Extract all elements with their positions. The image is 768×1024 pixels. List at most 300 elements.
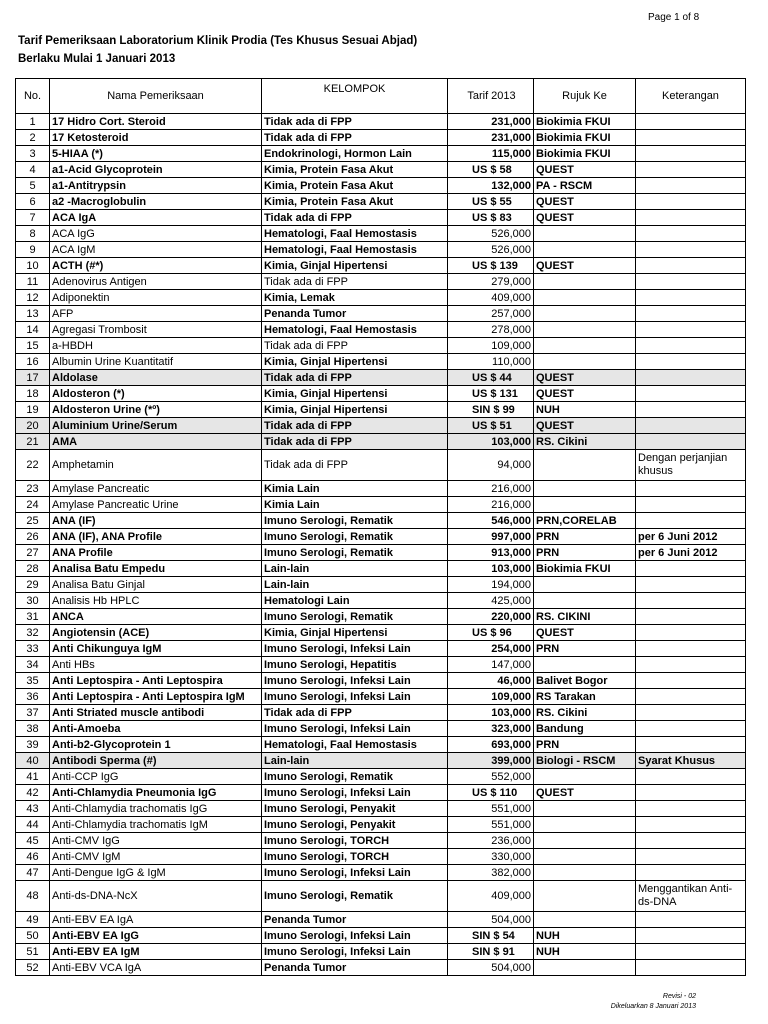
group-name: Penanda Tumor <box>262 912 448 928</box>
group-name: Tidak ada di FPP <box>262 418 448 434</box>
tariff-value: 236,000 <box>448 833 534 849</box>
table-row <box>16 338 746 354</box>
exam-name: ACA IgA <box>50 210 262 226</box>
table-row <box>16 960 746 976</box>
group-name: Imuno Serologi, Rematik <box>262 881 448 912</box>
exam-name: 17 Hidro Cort. Steroid <box>50 114 262 130</box>
exam-name: ANCA <box>50 609 262 625</box>
referral <box>534 960 636 976</box>
group-name: Hematologi, Faal Hemostasis <box>262 322 448 338</box>
row-number: 37 <box>16 705 50 721</box>
row-number: 34 <box>16 657 50 673</box>
row-number: 21 <box>16 434 50 450</box>
table-row <box>16 657 746 673</box>
row-number: 28 <box>16 561 50 577</box>
row-number: 1 <box>16 114 50 130</box>
row-number: 14 <box>16 322 50 338</box>
row-number: 52 <box>16 960 50 976</box>
tariff-value: 231,000 <box>448 130 534 146</box>
remark <box>636 944 746 960</box>
revision-note: Revisi - 02 <box>662 993 696 1000</box>
remark <box>636 577 746 593</box>
exam-name: Anti-EBV EA IgM <box>50 944 262 960</box>
table-row <box>16 386 746 402</box>
tariff-value: 231,000 <box>448 114 534 130</box>
table-row <box>16 625 746 641</box>
row-number: 19 <box>16 402 50 418</box>
exam-name: Amphetamin <box>50 450 262 481</box>
tariff-value: US $ 83 <box>448 210 534 226</box>
referral <box>534 657 636 673</box>
exam-name: Anti-b2-Glycoprotein 1 <box>50 737 262 753</box>
tariff-value: 551,000 <box>448 801 534 817</box>
header-kelompok: KELOMPOK <box>262 79 448 114</box>
table-row <box>16 705 746 721</box>
group-name: Tidak ada di FPP <box>262 705 448 721</box>
tariff-value: US $ 131 <box>448 386 534 402</box>
remark <box>636 130 746 146</box>
group-name: Imuno Serologi, Rematik <box>262 545 448 561</box>
remark <box>636 178 746 194</box>
tariff-value: 216,000 <box>448 481 534 497</box>
tariff-value: 147,000 <box>448 657 534 673</box>
tariff-value: 997,000 <box>448 529 534 545</box>
remark <box>636 322 746 338</box>
row-number: 31 <box>16 609 50 625</box>
table-row <box>16 833 746 849</box>
row-number: 18 <box>16 386 50 402</box>
exam-name: Anti HBs <box>50 657 262 673</box>
referral <box>534 226 636 242</box>
row-number: 7 <box>16 210 50 226</box>
group-name: Tidak ada di FPP <box>262 450 448 481</box>
row-number: 17 <box>16 370 50 386</box>
exam-name: ACA IgM <box>50 242 262 258</box>
remark <box>636 689 746 705</box>
exam-name: Anti Leptospira - Anti Leptospira IgM <box>50 689 262 705</box>
remark <box>636 274 746 290</box>
row-number: 23 <box>16 481 50 497</box>
remark <box>636 801 746 817</box>
remark <box>636 960 746 976</box>
referral: RS. Cikini <box>534 705 636 721</box>
referral: Balivet Bogor <box>534 673 636 689</box>
remark <box>636 593 746 609</box>
group-name: Imuno Serologi, Infeksi Lain <box>262 928 448 944</box>
header-no: No. <box>16 79 50 114</box>
row-number: 11 <box>16 274 50 290</box>
tariff-value: 504,000 <box>448 912 534 928</box>
row-number: 15 <box>16 338 50 354</box>
row-number: 45 <box>16 833 50 849</box>
group-name: Kimia, Protein Fasa Akut <box>262 194 448 210</box>
group-name: Imuno Serologi, Hepatitis <box>262 657 448 673</box>
table-row <box>16 194 746 210</box>
exam-name: Anti-EBV EA IgG <box>50 928 262 944</box>
exam-name: Anti-CMV IgM <box>50 849 262 865</box>
referral: Biokimia FKUI <box>534 561 636 577</box>
group-name: Imuno Serologi, Infeksi Lain <box>262 673 448 689</box>
exam-name: ACA IgG <box>50 226 262 242</box>
remark <box>636 194 746 210</box>
referral <box>534 849 636 865</box>
remark <box>636 210 746 226</box>
table-row <box>16 274 746 290</box>
exam-name: ACTH (#*) <box>50 258 262 274</box>
table-row <box>16 593 746 609</box>
group-name: Tidak ada di FPP <box>262 434 448 450</box>
table-row <box>16 434 746 450</box>
tariff-value: 693,000 <box>448 737 534 753</box>
table-row <box>16 114 746 130</box>
group-name: Imuno Serologi, Infeksi Lain <box>262 641 448 657</box>
exam-name: ANA Profile <box>50 545 262 561</box>
tariff-value: 330,000 <box>448 849 534 865</box>
group-name: Kimia, Ginjal Hipertensi <box>262 386 448 402</box>
row-number: 46 <box>16 849 50 865</box>
row-number: 33 <box>16 641 50 657</box>
exam-name: Antibodi Sperma (#) <box>50 753 262 769</box>
remark <box>636 497 746 513</box>
referral <box>534 322 636 338</box>
group-name: Imuno Serologi, TORCH <box>262 849 448 865</box>
group-name: Kimia, Lemak <box>262 290 448 306</box>
tariff-value: 552,000 <box>448 769 534 785</box>
referral: PRN <box>534 641 636 657</box>
header-rujuk: Rujuk Ke <box>534 79 636 114</box>
group-name: Imuno Serologi, Infeksi Lain <box>262 689 448 705</box>
group-name: Imuno Serologi, Infeksi Lain <box>262 865 448 881</box>
row-number: 10 <box>16 258 50 274</box>
remark <box>636 290 746 306</box>
row-number: 12 <box>16 290 50 306</box>
exam-name: Adenovirus Antigen <box>50 274 262 290</box>
table-body <box>16 114 746 976</box>
referral <box>534 801 636 817</box>
group-name: Penanda Tumor <box>262 306 448 322</box>
exam-name: Agregasi Trombosit <box>50 322 262 338</box>
remark <box>636 737 746 753</box>
remark <box>636 258 746 274</box>
tariff-value: 409,000 <box>448 290 534 306</box>
table-row <box>16 450 746 481</box>
group-name: Hematologi, Faal Hemostasis <box>262 226 448 242</box>
referral: QUEST <box>534 210 636 226</box>
tariff-value: SIN $ 54 <box>448 928 534 944</box>
table-row <box>16 545 746 561</box>
remark <box>636 386 746 402</box>
exam-name: Anti-Dengue IgG & IgM <box>50 865 262 881</box>
remark <box>636 833 746 849</box>
row-number: 35 <box>16 673 50 689</box>
tariff-value: 425,000 <box>448 593 534 609</box>
tariff-value: 103,000 <box>448 561 534 577</box>
table-row <box>16 418 746 434</box>
table-row <box>16 354 746 370</box>
tariff-value: 409,000 <box>448 881 534 912</box>
remark <box>636 609 746 625</box>
row-number: 8 <box>16 226 50 242</box>
table-row <box>16 737 746 753</box>
table-row <box>16 721 746 737</box>
remark <box>636 402 746 418</box>
referral: PRN <box>534 737 636 753</box>
tariff-value: 220,000 <box>448 609 534 625</box>
tariff-value: 110,000 <box>448 354 534 370</box>
group-name: Kimia, Ginjal Hipertensi <box>262 354 448 370</box>
group-name: Imuno Serologi, Rematik <box>262 769 448 785</box>
exam-name: Aluminium Urine/Serum <box>50 418 262 434</box>
referral: QUEST <box>534 370 636 386</box>
exam-name: Adiponektin <box>50 290 262 306</box>
exam-name: Aldosteron (*) <box>50 386 262 402</box>
referral: QUEST <box>534 386 636 402</box>
remark: per 6 Juni 2012 <box>636 529 746 545</box>
group-name: Kimia, Ginjal Hipertensi <box>262 625 448 641</box>
exam-name: Anti Chikunguya IgM <box>50 641 262 657</box>
tariff-value: SIN $ 99 <box>448 402 534 418</box>
group-name: Imuno Serologi, TORCH <box>262 833 448 849</box>
exam-name: a2 -Macroglobulin <box>50 194 262 210</box>
table-row <box>16 178 746 194</box>
exam-name: Angiotensin (ACE) <box>50 625 262 641</box>
remark <box>636 418 746 434</box>
remark <box>636 785 746 801</box>
row-number: 20 <box>16 418 50 434</box>
referral <box>534 865 636 881</box>
referral: NUH <box>534 928 636 944</box>
tariff-value: 103,000 <box>448 705 534 721</box>
group-name: Tidak ada di FPP <box>262 114 448 130</box>
group-name: Kimia Lain <box>262 481 448 497</box>
tariff-value: 254,000 <box>448 641 534 657</box>
row-number: 2 <box>16 130 50 146</box>
exam-name: 5-HIAA (*) <box>50 146 262 162</box>
table-row <box>16 497 746 513</box>
row-number: 44 <box>16 817 50 833</box>
tariff-value: US $ 58 <box>448 162 534 178</box>
exam-name: Anti-ds-DNA-NcX <box>50 881 262 912</box>
referral <box>534 912 636 928</box>
table-header-row <box>16 79 746 114</box>
table-row <box>16 306 746 322</box>
table-row <box>16 162 746 178</box>
remark <box>636 481 746 497</box>
row-number: 22 <box>16 450 50 481</box>
group-name: Kimia Lain <box>262 497 448 513</box>
remark <box>636 769 746 785</box>
table-row <box>16 226 746 242</box>
row-number: 26 <box>16 529 50 545</box>
group-name: Imuno Serologi, Penyakit <box>262 817 448 833</box>
referral <box>534 577 636 593</box>
group-name: Hematologi Lain <box>262 593 448 609</box>
effective-date: Berlaku Mulai 1 Januari 2013 <box>18 53 176 65</box>
group-name: Imuno Serologi, Rematik <box>262 513 448 529</box>
row-number: 48 <box>16 881 50 912</box>
tariff-value: US $ 96 <box>448 625 534 641</box>
table-row <box>16 402 746 418</box>
remark <box>636 657 746 673</box>
tariff-value: US $ 110 <box>448 785 534 801</box>
remark: Syarat Khusus <box>636 753 746 769</box>
exam-name: ANA (IF), ANA Profile <box>50 529 262 545</box>
row-number: 50 <box>16 928 50 944</box>
referral <box>534 497 636 513</box>
exam-name: Anti Striated muscle antibodi <box>50 705 262 721</box>
table-row <box>16 577 746 593</box>
group-name: Kimia, Protein Fasa Akut <box>262 178 448 194</box>
row-number: 41 <box>16 769 50 785</box>
row-number: 51 <box>16 944 50 960</box>
referral: RS Tarakan <box>534 689 636 705</box>
referral: QUEST <box>534 162 636 178</box>
tariff-value: 194,000 <box>448 577 534 593</box>
header-keterangan: Keterangan <box>636 79 746 114</box>
referral <box>534 338 636 354</box>
table-row <box>16 210 746 226</box>
remark: per 6 Juni 2012 <box>636 545 746 561</box>
tariff-value: US $ 55 <box>448 194 534 210</box>
exam-name: 17 Ketosteroid <box>50 130 262 146</box>
group-name: Kimia, Protein Fasa Akut <box>262 162 448 178</box>
referral: Biokimia FKUI <box>534 130 636 146</box>
group-name: Lain-lain <box>262 561 448 577</box>
referral <box>534 290 636 306</box>
tariff-value: 216,000 <box>448 497 534 513</box>
row-number: 39 <box>16 737 50 753</box>
group-name: Tidak ada di FPP <box>262 210 448 226</box>
referral <box>534 274 636 290</box>
remark <box>636 912 746 928</box>
row-number: 42 <box>16 785 50 801</box>
referral: Bandung <box>534 721 636 737</box>
remark <box>636 641 746 657</box>
exam-name: a-HBDH <box>50 338 262 354</box>
row-number: 43 <box>16 801 50 817</box>
tariff-table <box>15 78 746 976</box>
group-name: Imuno Serologi, Infeksi Lain <box>262 785 448 801</box>
row-number: 27 <box>16 545 50 561</box>
remark <box>636 354 746 370</box>
referral: NUH <box>534 402 636 418</box>
table-row <box>16 849 746 865</box>
exam-name: Analisa Batu Empedu <box>50 561 262 577</box>
remark <box>636 849 746 865</box>
group-name: Kimia, Ginjal Hipertensi <box>262 402 448 418</box>
row-number: 40 <box>16 753 50 769</box>
referral: PRN,CORELAB <box>534 513 636 529</box>
row-number: 24 <box>16 497 50 513</box>
group-name: Kimia, Ginjal Hipertensi <box>262 258 448 274</box>
table-row <box>16 513 746 529</box>
table-row <box>16 322 746 338</box>
row-number: 16 <box>16 354 50 370</box>
referral <box>534 769 636 785</box>
referral: Biokimia FKUI <box>534 114 636 130</box>
page-number: Page 1 of 8 <box>648 12 700 23</box>
table-row <box>16 689 746 705</box>
table-row <box>16 130 746 146</box>
row-number: 5 <box>16 178 50 194</box>
table-row <box>16 290 746 306</box>
exam-name: AMA <box>50 434 262 450</box>
referral: QUEST <box>534 625 636 641</box>
referral: RS. CIKINI <box>534 609 636 625</box>
table-row <box>16 641 746 657</box>
referral <box>534 881 636 912</box>
group-name: Imuno Serologi, Penyakit <box>262 801 448 817</box>
row-number: 29 <box>16 577 50 593</box>
row-number: 38 <box>16 721 50 737</box>
referral <box>534 593 636 609</box>
table-row <box>16 673 746 689</box>
group-name: Lain-lain <box>262 577 448 593</box>
exam-name: AFP <box>50 306 262 322</box>
remark <box>636 625 746 641</box>
group-name: Tidak ada di FPP <box>262 338 448 354</box>
document-title: Tarif Pemeriksaan Laboratorium Klinik Prodia (Tes Khusus Sesuai Abjad) <box>18 35 418 47</box>
referral: QUEST <box>534 785 636 801</box>
table-row <box>16 881 746 912</box>
row-number: 4 <box>16 162 50 178</box>
group-name: Tidak ada di FPP <box>262 130 448 146</box>
remark <box>636 928 746 944</box>
group-name: Tidak ada di FPP <box>262 370 448 386</box>
table-row <box>16 609 746 625</box>
table-row <box>16 146 746 162</box>
row-number: 36 <box>16 689 50 705</box>
table-row <box>16 561 746 577</box>
referral: Biologi - RSCM <box>534 753 636 769</box>
header-nama: Nama Pemeriksaan <box>50 79 262 114</box>
group-name: Endokrinologi, Hormon Lain <box>262 146 448 162</box>
exam-name: Aldolase <box>50 370 262 386</box>
tariff-value: 94,000 <box>448 450 534 481</box>
tariff-value: 551,000 <box>448 817 534 833</box>
tariff-value: 382,000 <box>448 865 534 881</box>
tariff-value: 278,000 <box>448 322 534 338</box>
tariff-value: 913,000 <box>448 545 534 561</box>
exam-name: Anti-CMV IgG <box>50 833 262 849</box>
group-name: Imuno Serologi, Rematik <box>262 609 448 625</box>
exam-name: ANA (IF) <box>50 513 262 529</box>
row-number: 3 <box>16 146 50 162</box>
tariff-value: 526,000 <box>448 242 534 258</box>
table-row <box>16 242 746 258</box>
group-name: Imuno Serologi, Infeksi Lain <box>262 944 448 960</box>
referral: PRN <box>534 545 636 561</box>
tariff-value: US $ 51 <box>448 418 534 434</box>
tariff-value: 109,000 <box>448 338 534 354</box>
exam-name: Anti-Chlamydia trachomatis IgG <box>50 801 262 817</box>
referral <box>534 354 636 370</box>
row-number: 13 <box>16 306 50 322</box>
table-row <box>16 912 746 928</box>
tariff-value: 109,000 <box>448 689 534 705</box>
group-name: Tidak ada di FPP <box>262 274 448 290</box>
group-name: Lain-lain <box>262 753 448 769</box>
referral <box>534 242 636 258</box>
referral: PA - RSCM <box>534 178 636 194</box>
remark <box>636 673 746 689</box>
table-row <box>16 865 746 881</box>
table-row <box>16 753 746 769</box>
remark <box>636 434 746 450</box>
exam-name: Amylase Pancreatic <box>50 481 262 497</box>
group-name: Hematologi, Faal Hemostasis <box>262 737 448 753</box>
tariff-value: 526,000 <box>448 226 534 242</box>
